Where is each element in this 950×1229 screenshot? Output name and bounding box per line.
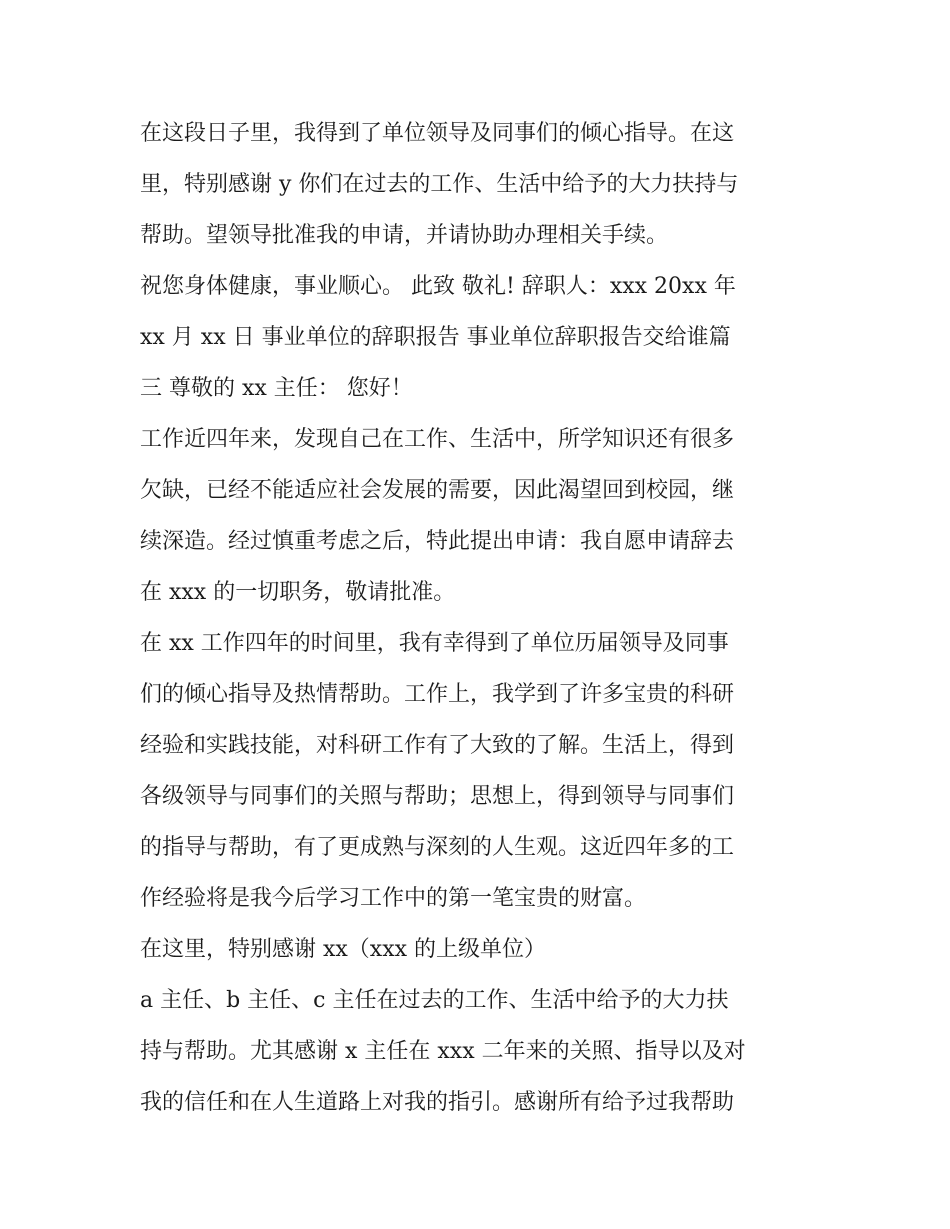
text-line: a 主任、b 主任、c 主任在过去的工作、生活中给予的大力扶 [140,988,729,1013]
text-line: 的指导与帮助，有了更成熟与深刻的人生观。这近四年多的工 [140,835,735,860]
text-line: 欠缺，已经不能适应社会发展的需要，因此渴望回到校园，继 [140,478,735,503]
text-line: 里，特别感谢 y 你们在过去的工作、生活中给予的大力扶持与 [140,172,739,197]
text-line: 各级领导与同事们的关照与帮助；思想上，得到领导与同事们 [140,784,735,809]
document-body [140,108,820,1128]
text-line: 工作近四年来，发现自己在工作、生活中，所学知识还有很多 [140,427,735,452]
text-line: 经验和实践技能，对科研工作有了大致的了解。生活上，得到 [140,733,735,758]
text-line: 续深造。经过慎重考虑之后，特此提出申请：我自愿申请辞去 [140,529,735,554]
text-line: 在这段日子里，我得到了单位领导及同事们的倾心指导。在这 [140,121,735,146]
text-line: 作经验将是我今后学习工作中的第一笔宝贵的财富。 [140,886,647,911]
text-line: 持与帮助。尤其感谢 x 主任在 xxx 二年来的关照、指导以及对 [140,1039,746,1064]
text-line: 们的倾心指导及热情帮助。工作上，我学到了许多宝贵的科研 [140,682,735,707]
text-line: xx 月 xx 日 事业单位的辞职报告 事业单位辞职报告交给谁篇 [140,325,731,350]
text-line: 在 xxx 的一切职务，敬请批准。 [140,580,456,605]
text-line: 在 xx 工作四年的时间里，我有幸得到了单位历届领导及同事 [140,631,729,656]
text-line: 三 尊敬的 xx 主任： 您好！ [140,376,413,401]
text-line: 我的信任和在人生道路上对我的指引。感谢所有给予过我帮助 [140,1090,735,1115]
text-line: 在这里，特别感谢 xx（xxx 的上级单位） [140,937,547,962]
text-line: 帮助。望领导批准我的申请，并请协助办理相关手续。 [140,223,669,248]
text-line: 祝您身体健康，事业顺心。 此致 敬礼! 辞职人：xxx 20xx 年 [140,274,736,299]
